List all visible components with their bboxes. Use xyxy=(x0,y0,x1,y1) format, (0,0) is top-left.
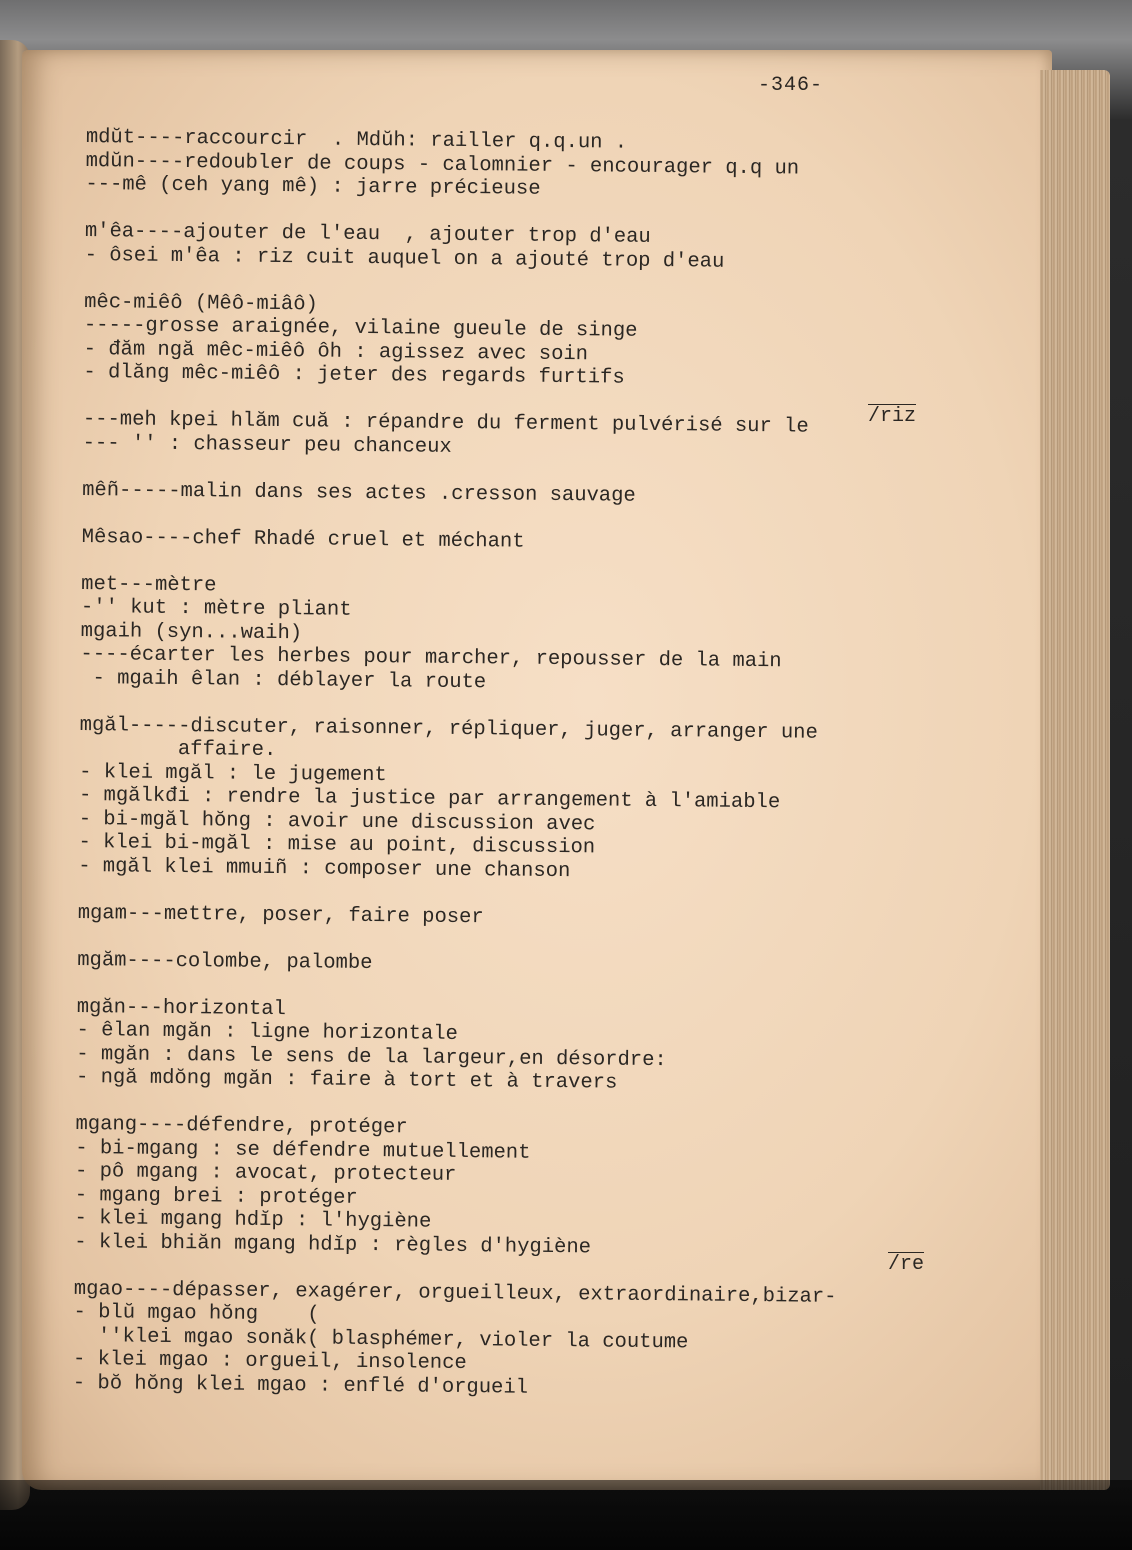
entry-line: mgam---mettre, poser, faire poser xyxy=(77,901,484,929)
entry-line: ----écarter les herbes pour marcher, repousser de la main xyxy=(80,642,782,674)
entry-line: Mêsao----chef Rhadé cruel et méchant xyxy=(81,525,525,554)
entry-line: ''klei mgao sonăk( blasphémer, violer la coutume xyxy=(73,1324,689,1354)
entry-line: - klei mgang hdĭp : l'hygiène xyxy=(74,1206,432,1234)
entry-line: mgăl-----discuter, raisonner, répliquer, juger, arranger une xyxy=(79,713,818,745)
entry-line: - êlan mgăn : ligne horizontale xyxy=(76,1018,459,1046)
entry-line: ---meh kpei hlăm cuă : répandre du ferment pulvérisé sur le xyxy=(82,407,809,439)
entry-line: mgao----dépasser, exagérer, orgueilleux, extraordinaire,bizar- xyxy=(73,1277,837,1309)
entry-line: ---mê (ceh yang mê) : jarre précieuse xyxy=(85,172,541,201)
dictionary-entries xyxy=(73,126,966,1404)
entry-line: - klei bhiăn mgang hdĭp : règles d'hygiène xyxy=(74,1230,592,1259)
entry-line: - pô mgang : avocat, protecteur xyxy=(74,1159,457,1187)
entry-line: - bi-mgang : se défendre mutuellement xyxy=(75,1136,531,1165)
entry-line: - mgăl klei mmuiñ : composer une chanson xyxy=(78,854,571,883)
bottom-shadow xyxy=(0,1480,1132,1550)
entry-line: - mgălkđi : rendre la justice par arrangement à l'amiable xyxy=(78,783,781,815)
entry-line: - mgăn : dans le sens de la largeur,en désordre: xyxy=(76,1042,667,1072)
entry-line: - bŏ hŏng klei mgao : enflé d'orgueil xyxy=(72,1371,529,1400)
entry-line: mgăm----colombe, palombe xyxy=(77,948,373,975)
entry-line: mêc-miêô (Mêô-miâô) xyxy=(84,290,319,316)
entry-line: mgang----défendre, protéger xyxy=(75,1112,408,1140)
entry-line: mgăn---horizontal xyxy=(76,995,287,1021)
entry-line: - blŭ mgao hŏng ( xyxy=(73,1300,320,1327)
entry-line: mgaih (syn...waih) xyxy=(80,619,303,645)
entry-line: - ôsei m'êa : riz cuit auquel on a ajouté trop d'eau xyxy=(84,243,725,274)
entry-line: affaire. xyxy=(79,736,277,763)
entry-line: --- '' : chasseur peu chanceux xyxy=(82,431,452,459)
margin-note-re: /re xyxy=(888,1253,925,1276)
entry-line: - klei mgăl : le jugement xyxy=(79,760,387,787)
entry-line: - bi-mgăl hŏng : avoir une discussion avec xyxy=(78,807,596,836)
entry-line: - mgaih êlan : déblayer la route xyxy=(80,666,487,694)
entry-line: m'êa----ajouter de l'eau , ajouter trop d'eau xyxy=(84,219,651,249)
entry-line: met---mètre xyxy=(81,572,217,597)
page-stack-edge xyxy=(1040,70,1110,1490)
entry-line: - ngă mdŏng mgăn : faire à tort et à travers xyxy=(75,1065,618,1095)
entry-line: - dlăng mêc-miêô : jeter des regards furtifs xyxy=(83,360,625,390)
entry-line: - klei bi-mgăl : mise au point, discussion xyxy=(78,830,596,860)
entry-line: mêñ-----malin dans ses actes .cresson sauvage xyxy=(82,478,636,508)
margin-note-riz: /riz xyxy=(868,405,917,428)
entry-line: - đăm ngă mêc-miêô ôh : agissez avec soin xyxy=(83,337,589,366)
entry-line: mdŭn----redoubler de coups - calomnier - encourager q.q un xyxy=(85,149,800,180)
entry-line: mdŭt----raccourcir . Mdŭh: railler q.q.un . xyxy=(85,126,628,155)
page-number: -346- xyxy=(758,74,824,97)
entry-line: - mgang brei : protéger xyxy=(74,1183,358,1210)
entry-line: -'' kut : mètre pliant xyxy=(80,595,352,622)
entry-line: -----grosse araignée, vilaine gueule de singe xyxy=(83,313,638,343)
entry-line: - klei mgao : orgueil, insolence xyxy=(72,1347,467,1376)
